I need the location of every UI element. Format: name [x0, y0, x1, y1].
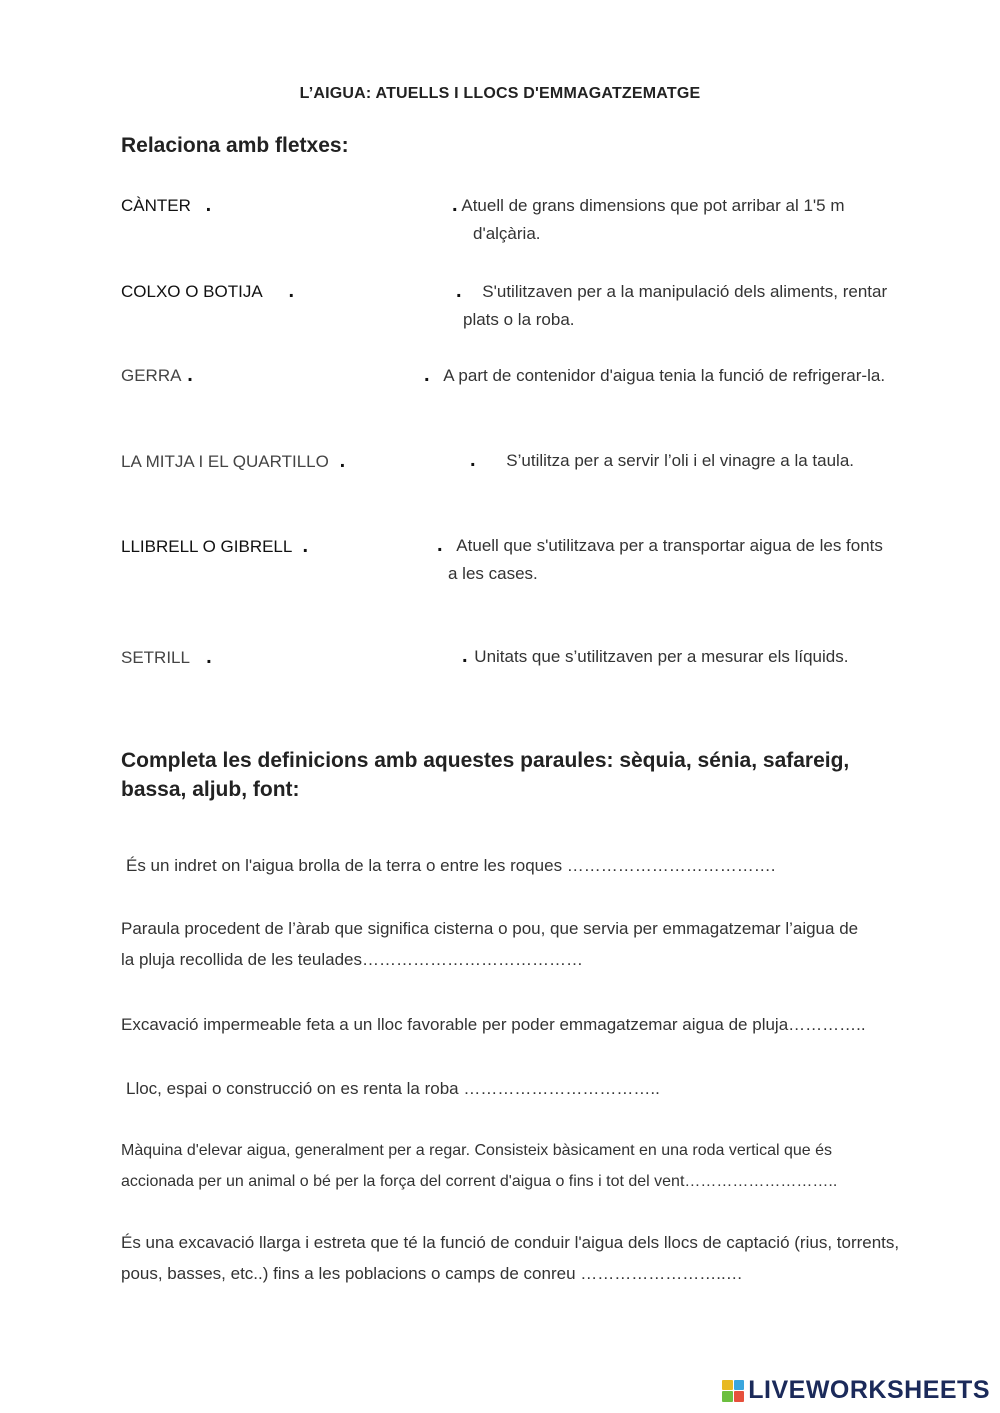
- sentence-text: Excavació impermeable feta a un lloc favorable per poder emmagatzemar aigua de pluja…………..: [121, 1015, 866, 1034]
- liveworksheets-logo: [722, 1376, 990, 1405]
- definition-text: S'utilitzaven per a la manipulació dels aliments, rentar: [482, 282, 888, 301]
- page-title: L’AIGUA: ATUELLS I LLOCS D'EMMAGATZEMATGE: [299, 85, 701, 102]
- term-label: LA MITJA I EL QUARTILLO: [121, 452, 329, 471]
- match-dot[interactable]: .: [452, 194, 458, 216]
- sentence-text: És un indret on l'aigua brolla de la terra o entre les roques ……………………………….: [126, 856, 776, 875]
- match-dot[interactable]: .: [339, 450, 346, 472]
- definition-text: plats o la roba.: [463, 310, 575, 329]
- sentence-font: [126, 850, 946, 881]
- logo-text: LIVEWORKSHEETS: [748, 1376, 990, 1404]
- heading-line: bassa, aljub, font:: [121, 778, 300, 801]
- logo-square: [734, 1391, 745, 1402]
- sentence-senia: [121, 1135, 941, 1197]
- match-dot[interactable]: .: [470, 449, 476, 471]
- sentence-text: Lloc, espai o construcció on es renta la roba ……………………………..: [126, 1079, 660, 1098]
- term-setrill: [121, 648, 212, 668]
- definition-text: a les cases.: [448, 564, 538, 583]
- sentence-safareig: [126, 1073, 946, 1104]
- definition-text: d'alçària.: [473, 224, 541, 243]
- term-label: CÀNTER: [121, 196, 191, 215]
- logo-square: [734, 1380, 745, 1391]
- sentence-text: la pluja recollida de les teulades…………………………………: [121, 950, 583, 969]
- logo-square: [722, 1391, 733, 1402]
- sentence-text: pous, basses, etc..) fins a les poblacions o camps de conreu ……………………..…: [121, 1264, 743, 1283]
- definition-1: [452, 192, 844, 248]
- definition-6: [462, 643, 848, 671]
- definition-3: [424, 362, 885, 390]
- term-mitja: [121, 452, 345, 472]
- sentence-text: Paraula procedent de l’àrab que significa cisterna o pou, que servia per emmagatzemar l’aigua de: [121, 919, 859, 938]
- heading-line: Completa les definicions amb aquestes paraules: sèquia, sénia, safareig,: [121, 749, 850, 772]
- term-colxo: [121, 282, 294, 302]
- logo-square: [722, 1380, 733, 1391]
- definition-text: Atuell que s'utilitzava per a transportar aigua de les fonts: [456, 536, 883, 555]
- term-label: COLXO O BOTIJA: [121, 282, 262, 301]
- sentence-text: accionada per un animal o bé per la força del corrent d'aigua o fins i tot del vent………………………..: [121, 1173, 838, 1190]
- match-dot[interactable]: .: [187, 364, 193, 386]
- sentence-text: Màquina d'elevar aigua, generalment per a regar. Consisteix bàsicament en una roda vertical que és: [121, 1142, 833, 1159]
- logo-squares-icon: [722, 1380, 744, 1402]
- match-dot[interactable]: .: [288, 280, 295, 302]
- sentence-bassa: [121, 1009, 941, 1040]
- definition-text: Unitats que s’utilitzaven per a mesurar els líquids.: [474, 647, 849, 666]
- definition-text: Atuell de grans dimensions que pot arribar al 1'5 m: [461, 196, 845, 215]
- section2-heading: [121, 746, 849, 804]
- term-canter: [121, 196, 211, 216]
- match-dot[interactable]: .: [424, 364, 430, 386]
- match-dot[interactable]: .: [437, 534, 443, 556]
- definition-5: [437, 532, 883, 588]
- term-gerra: [121, 366, 193, 386]
- term-llibrell: [121, 537, 308, 557]
- match-dot[interactable]: .: [456, 280, 462, 302]
- definition-text: S’utilitza per a servir l’oli i el vinagre a la taula.: [506, 451, 855, 470]
- sentence-sequia: [121, 1227, 941, 1289]
- term-label: GERRA: [121, 366, 181, 385]
- definition-4: [470, 447, 854, 475]
- term-label: SETRILL: [121, 648, 190, 667]
- sentence-aljub: [121, 913, 941, 975]
- match-dot[interactable]: .: [206, 646, 212, 668]
- definition-2: [456, 278, 887, 334]
- section1-heading: Relaciona amb fletxes:: [121, 134, 349, 157]
- match-dot[interactable]: .: [462, 645, 468, 667]
- term-label: LLIBRELL O GIBRELL: [121, 537, 292, 556]
- definition-text: A part de contenidor d'aigua tenia la funció de refrigerar-la.: [443, 366, 886, 385]
- match-dot[interactable]: .: [205, 194, 212, 216]
- sentence-text: És una excavació llarga i estreta que té la funció de conduir l'aigua dels llocs de captació (rius, torrents,: [121, 1233, 900, 1252]
- match-dot[interactable]: .: [302, 535, 309, 557]
